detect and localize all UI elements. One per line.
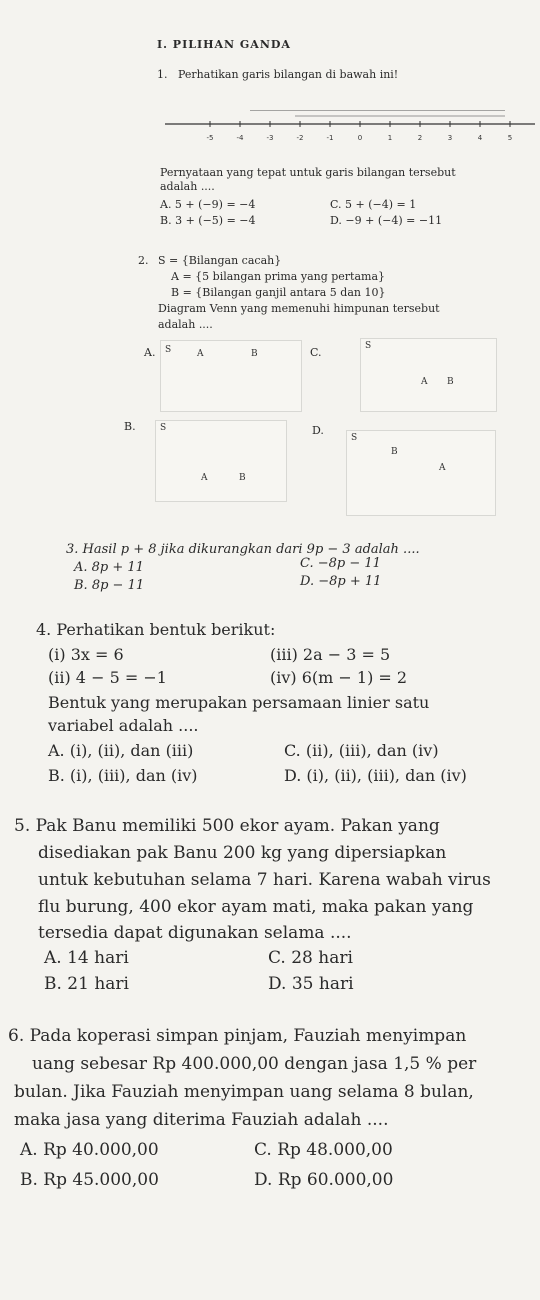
q5-line5: tersedia dapat digunakan selama ....: [38, 923, 352, 943]
venn-b-label-a: A: [201, 473, 208, 483]
q4-stem-line2: variabel adalah ....: [48, 716, 199, 735]
q2-set-b: B = {Bilangan ganjil antara 5 dan 10}: [171, 286, 386, 299]
q5-line4: flu burung, 400 ekor ayam mati, maka pakan yang: [38, 897, 474, 917]
venn-b-label-s: S: [160, 423, 167, 433]
q1-option-a[interactable]: A. 5 + (−9) = −4: [160, 198, 256, 211]
tick-label: -1: [326, 134, 334, 142]
q1-number: 1.: [157, 68, 168, 81]
q2-option-d-label[interactable]: D.: [312, 424, 324, 437]
q5-line2: disediakan pak Banu 200 kg yang dipersiapkan: [38, 843, 447, 863]
q2-venn-b[interactable]: [155, 420, 287, 502]
tick-label: 1: [387, 134, 393, 142]
q1-text: Perhatikan garis bilangan di bawah ini!: [178, 68, 399, 81]
tick-label: -5: [206, 134, 214, 142]
q2-stem-line1: Diagram Venn yang memenuhi himpunan tersebut: [158, 302, 440, 315]
q1-stem-line1: Pernyataan yang tepat untuk garis bilangan tersebut: [160, 166, 456, 179]
q2-venn-c[interactable]: [360, 338, 497, 412]
q4-item-i: (i) 3x = 6: [48, 645, 124, 664]
tick-label: 2: [417, 134, 423, 142]
q1-option-d[interactable]: D. −9 + (−4) = −11: [330, 214, 443, 227]
q2-venn-d[interactable]: [346, 430, 496, 516]
tick-label: 3: [447, 134, 453, 142]
q3-option-c[interactable]: C. −8p − 11: [300, 556, 381, 571]
q6-option-d[interactable]: D. Rp 60.000,00: [254, 1170, 394, 1190]
q4-option-a[interactable]: A. (i), (ii), dan (iii): [48, 741, 194, 760]
q1-option-c[interactable]: C. 5 + (−4) = 1: [330, 198, 417, 211]
venn-c-label-a: A: [421, 377, 428, 387]
q5-option-b[interactable]: B. 21 hari: [44, 974, 129, 994]
q2-venn-a[interactable]: [160, 340, 302, 412]
q5-option-c[interactable]: C. 28 hari: [268, 948, 353, 968]
q6-option-b[interactable]: B. Rp 45.000,00: [20, 1170, 159, 1190]
q3-text: 3. Hasil p + 8 jika dikurangkan dari 9p − 3 adalah ....: [66, 542, 420, 557]
venn-a-label-a: A: [197, 349, 204, 359]
q4-option-b[interactable]: B. (i), (iii), dan (iv): [48, 766, 198, 785]
q1-stem-line2: adalah ....: [160, 180, 215, 193]
q4-option-c[interactable]: C. (ii), (iii), dan (iv): [284, 741, 439, 760]
tick-label: -2: [296, 134, 304, 142]
venn-a-label-b: B: [251, 349, 258, 359]
venn-d-label-b: B: [391, 447, 398, 457]
q1-option-b[interactable]: B. 3 + (−5) = −4: [160, 214, 256, 227]
q5-line3: untuk kebutuhan selama 7 hari. Karena wabah virus: [38, 870, 491, 890]
venn-c-label-b: B: [447, 377, 454, 387]
tick-label: 4: [477, 134, 483, 142]
q6-option-c[interactable]: C. Rp 48.000,00: [254, 1140, 393, 1160]
q2-set-a: A = {5 bilangan prima yang pertama}: [171, 270, 386, 283]
q4-text: 4. Perhatikan bentuk berikut:: [36, 620, 276, 639]
q6-option-a[interactable]: A. Rp 40.000,00: [20, 1140, 159, 1160]
q4-item-iii: (iii) 2a − 3 = 5: [270, 645, 391, 664]
q2-set-s: S = {Bilangan cacah}: [158, 254, 282, 267]
q5-option-d[interactable]: D. 35 hari: [268, 974, 354, 994]
q6-line3: bulan. Jika Fauziah menyimpan uang selama 8 bulan,: [14, 1082, 474, 1102]
venn-d-label-a: A: [439, 463, 446, 473]
q2-stem-line2: adalah ....: [158, 318, 213, 331]
q5-line1: 5. Pak Banu memiliki 500 ekor ayam. Pakan yang: [14, 816, 440, 836]
venn-a-label-s: S: [165, 345, 172, 355]
q3-option-a[interactable]: A. 8p + 11: [74, 560, 144, 575]
q4-stem-line1: Bentuk yang merupakan persamaan linier satu: [48, 693, 430, 712]
q2-number: 2.: [138, 254, 149, 267]
section-title: I. PILIHAN GANDA: [157, 38, 291, 51]
tick-label: 0: [357, 134, 363, 142]
q4-item-ii: (ii) 4 − 5 = −1: [48, 668, 167, 687]
venn-d-label-s: S: [351, 433, 358, 443]
q2-option-b-label[interactable]: B.: [124, 420, 136, 433]
q2-option-a-label[interactable]: A.: [144, 346, 156, 359]
number-line-figure: [165, 110, 535, 150]
venn-b-label-b: B: [239, 473, 246, 483]
tick-label: 5: [507, 134, 513, 142]
q3-option-b[interactable]: B. 8p − 11: [74, 578, 145, 593]
q3-option-d[interactable]: D. −8p + 11: [300, 574, 382, 589]
q6-line1: 6. Pada koperasi simpan pinjam, Fauziah menyimpan: [8, 1026, 467, 1046]
q4-option-d[interactable]: D. (i), (ii), (iii), dan (iv): [284, 766, 467, 785]
q4-item-iv: (iv) 6(m − 1) = 2: [270, 668, 408, 687]
q2-option-c-label[interactable]: C.: [310, 346, 322, 359]
tick-label: -3: [266, 134, 274, 142]
q6-line4: maka jasa yang diterima Fauziah adalah ....: [14, 1110, 389, 1130]
q6-line2: uang sebesar Rp 400.000,00 dengan jasa 1,5 % per: [32, 1054, 477, 1074]
venn-c-label-s: S: [365, 341, 372, 351]
q5-option-a[interactable]: A. 14 hari: [44, 948, 129, 968]
tick-label: -4: [236, 134, 244, 142]
